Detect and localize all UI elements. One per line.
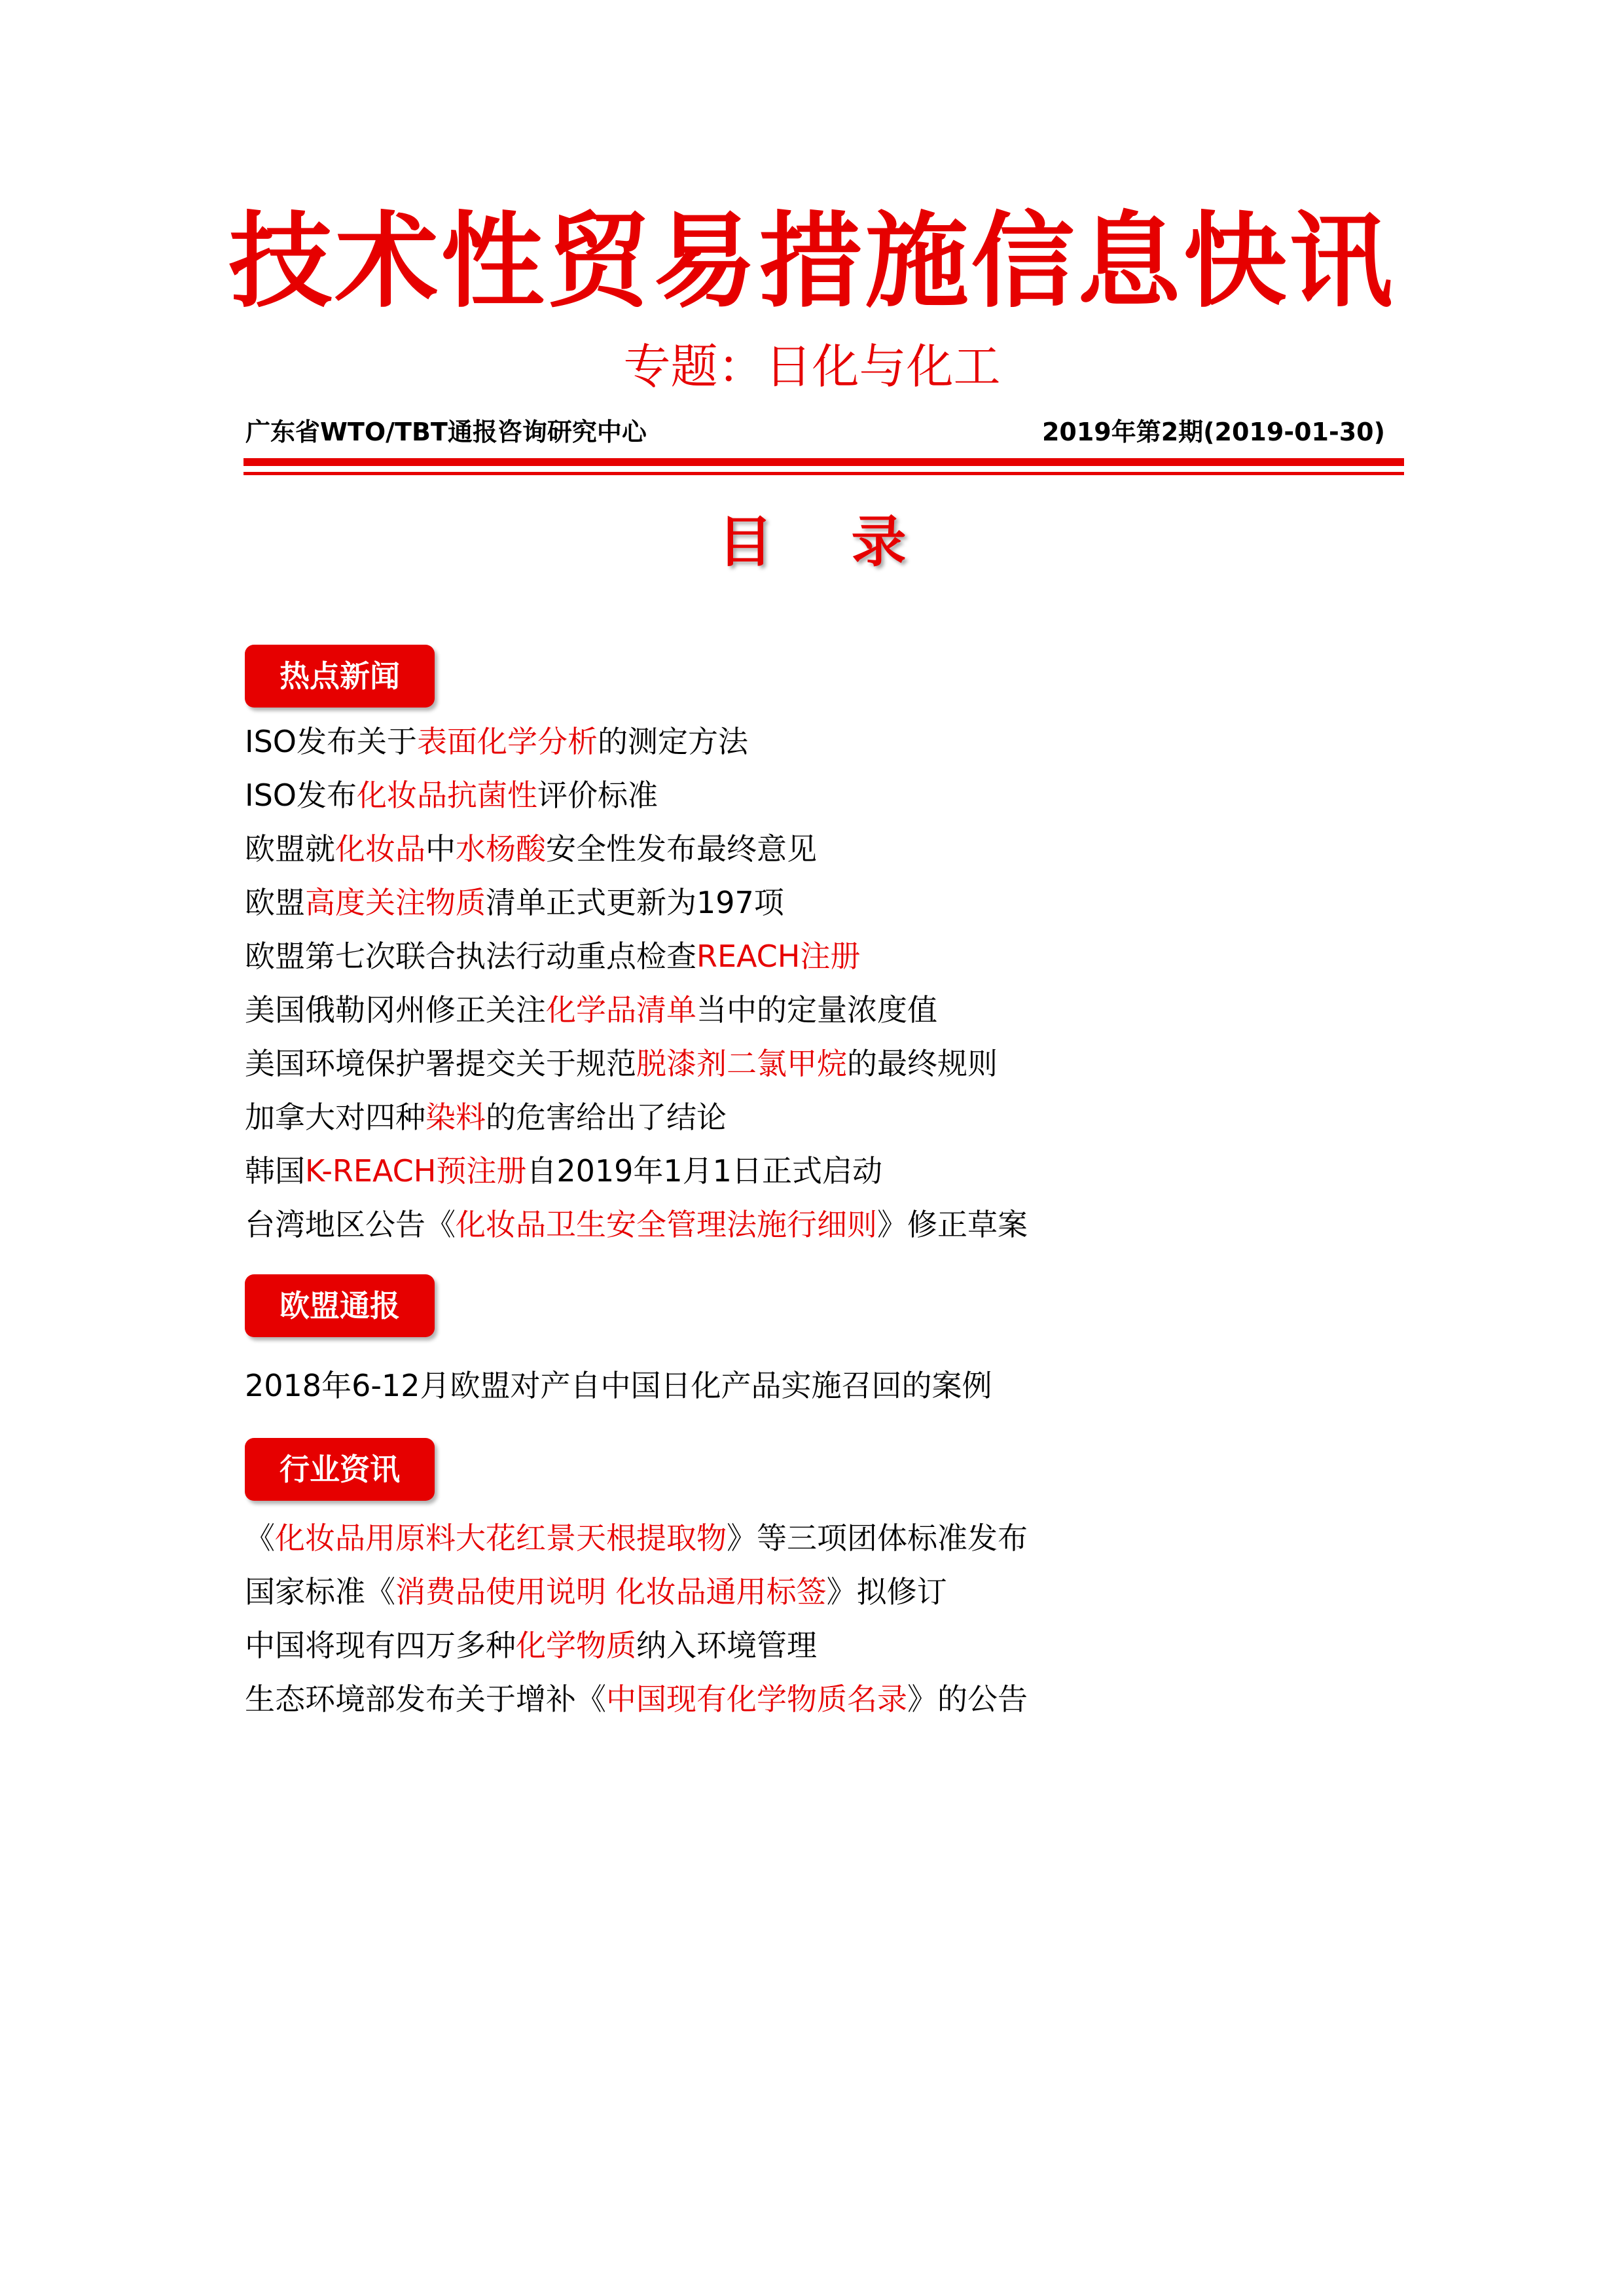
eu-notifications-list [245, 1359, 992, 1412]
toc-entry-keyword: 化学品清单 [546, 992, 696, 1028]
toc-entry-text: 《 [245, 1520, 275, 1556]
toc-entry-text: 清单正式更新为197项 [486, 885, 784, 920]
toc-entry-keyword: 表面化学分析 [416, 724, 598, 759]
toc-entry-keyword: 脱漆剂二氯甲烷 [636, 1046, 847, 1081]
toc-entry-text: 生态环境部发布关于增补《 [245, 1681, 606, 1717]
toc-entry-text: 》等三项团体标准发布 [727, 1520, 1028, 1556]
toc-entry [245, 1672, 1028, 1726]
section-tag-eu-notifications: 欧盟通报 [245, 1274, 435, 1337]
toc-entry-text: 2018年6-12月欧盟对产自中国日化产品实施召回的案例 [245, 1368, 992, 1403]
toc-entry-text: 当中的定量浓度值 [696, 992, 937, 1028]
toc-entry-keyword: 水杨酸 [456, 831, 546, 867]
toc-entry-text: 的危害给出了结论 [486, 1100, 727, 1135]
toc-entry-text: 美国俄勒冈州修正关注 [245, 992, 546, 1028]
toc-entry [245, 1511, 1028, 1565]
newsletter-title: 技术性贸易措施信息快讯 [228, 202, 1396, 322]
toc-entry-text: 纳入环境管理 [636, 1628, 817, 1663]
toc-entry [245, 876, 1028, 929]
newsletter-subtitle: 专题：日化与化工 [623, 339, 1001, 394]
toc-entry-keyword: K-REACH预注册 [305, 1153, 527, 1189]
toc-entry-text: 》拟修订 [826, 1574, 947, 1609]
toc-entry-text: 美国环境保护署提交关于规范 [245, 1046, 636, 1081]
toc-entry-text: 韩国 [245, 1153, 305, 1189]
toc-entry-keyword: 化妆品用原料大花红景天根提取物 [275, 1520, 727, 1556]
toc-entry-keyword: 中国现有化学物质名录 [606, 1681, 907, 1717]
toc-entry-keyword: 染料 [425, 1100, 486, 1135]
toc-entry [245, 1619, 1028, 1672]
toc-entry [245, 1565, 1028, 1619]
toc-entry-text: 加拿大对四种 [245, 1100, 425, 1135]
toc-entry [245, 929, 1028, 983]
toc-entry [245, 1359, 992, 1412]
toc-entry-keyword: 化妆品卫生安全管理法施行细则 [456, 1207, 877, 1242]
toc-entry-keyword: 化妆品抗菌性 [356, 778, 537, 813]
toc-entry-text: 中国将现有四万多种 [245, 1628, 516, 1663]
toc-entry [245, 1090, 1028, 1144]
toc-entry [245, 1037, 1028, 1090]
toc-entry [245, 768, 1028, 822]
toc-title: 目录 [717, 510, 985, 574]
toc-entry-text: 评价标准 [537, 778, 658, 813]
toc-entry-text: 国家标准《 [245, 1574, 395, 1609]
toc-entry-text: 自2019年1月1日正式启动 [526, 1153, 882, 1189]
toc-entry-text: ISO发布关于 [245, 724, 417, 759]
toc-entry [245, 1198, 1028, 1251]
toc-entry [245, 822, 1028, 876]
toc-entry [245, 983, 1028, 1037]
toc-entry-text: 欧盟第七次联合执法行动重点检查 [245, 939, 696, 974]
toc-entry-text: 》修正草案 [877, 1207, 1028, 1242]
toc-entry-text: ISO发布 [245, 778, 357, 813]
toc-entry-text: 中 [425, 831, 456, 867]
toc-entry-text: 安全性发布最终意见 [546, 831, 817, 867]
industry-news-list [245, 1511, 1028, 1726]
organization-name: 广东省WTO/TBT通报咨询研究中心 [245, 418, 647, 446]
issue-info: 2019年第2期(2019-01-30) [1041, 418, 1385, 446]
toc-entry-keyword: REACH注册 [696, 939, 861, 974]
section-tag-hot-news: 热点新闻 [245, 645, 435, 708]
toc-entry-text: 》的公告 [907, 1681, 1028, 1717]
section-tag-industry-news: 行业资讯 [245, 1438, 435, 1501]
toc-entry-text: 台湾地区公告《 [245, 1207, 456, 1242]
toc-entry-text: 的测定方法 [597, 724, 748, 759]
toc-entry [245, 1144, 1028, 1198]
toc-entry-keyword: 消费品使用说明 化妆品通用标签 [395, 1574, 827, 1609]
toc-entry-text: 欧盟 [245, 885, 305, 920]
toc-entry-text: 的最终规则 [847, 1046, 998, 1081]
toc-entry-keyword: 化学物质 [516, 1628, 636, 1663]
header-divider-thin [244, 472, 1404, 475]
toc-entry [245, 715, 1028, 768]
hot-news-list [245, 715, 1028, 1251]
toc-entry-keyword: 化妆品 [335, 831, 425, 867]
header-divider-thick [244, 458, 1404, 466]
toc-entry-keyword: 高度关注物质 [305, 885, 486, 920]
toc-entry-text: 欧盟就 [245, 831, 335, 867]
